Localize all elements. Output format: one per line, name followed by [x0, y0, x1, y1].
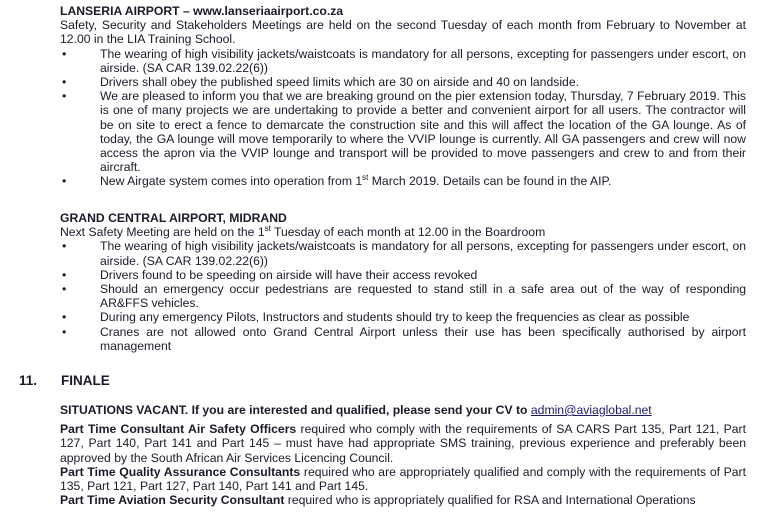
bullet-icon: •: [62, 324, 67, 339]
bullet-icon: •: [62, 282, 67, 297]
list-item: [60, 174, 746, 188]
vacancy-title: Part Time Quality Assurance Consultants: [60, 464, 301, 479]
lanseria-intro: Safety, Security and Stakeholders Meetings are held on the second Tuesday of each month from February to November at 12.00 in the LIA Training School.: [60, 18, 746, 47]
bullet-text: During any emergency Pilots, Instructors and students should try to keep the frequencies as clear as possible: [100, 310, 690, 325]
bullet-text: The wearing of high visibility jackets/waistcoats is mandatory for all persons, excepting for passengers under escort, on airside. (SA CAR 139.02.22(6)): [100, 46, 746, 75]
email-link[interactable]: admin@aviaglobal.net: [530, 403, 652, 417]
bullet-icon: •: [62, 75, 67, 90]
list-item: [60, 89, 746, 174]
vacancy-text: required who are appropriately qualified and comply with the requirements of Part 135, Part 121, Part 127, Part 140, Part 141 and Part 145.: [60, 464, 747, 494]
vacancy-item: [60, 422, 746, 465]
vacancy-item: [60, 465, 746, 493]
vacancy-item: [60, 493, 746, 507]
vacancy-title: Part Time Aviation Security Consultant: [60, 493, 285, 508]
airgate-text-start: New Airgate system comes into operation from 1: [100, 174, 363, 189]
vacancies-lead-text: SITUATIONS VACANT. If you are interested and qualified, please send your CV to: [60, 403, 531, 417]
grand-central-intro-start: Next Safety Meeting are held on the 1: [60, 225, 265, 240]
vacancies-lead: [60, 403, 746, 417]
grand-central-heading: GRAND CENTRAL AIRPORT, MIDRAND: [60, 211, 287, 225]
grand-central-intro: [60, 225, 746, 239]
bullet-text: Drivers shall obey the published speed limits which are 30 on airside and 40 on landside.: [100, 75, 579, 90]
airgate-text-end: March 2019. Details can be found in the AIP.: [368, 174, 612, 189]
list-item: [60, 75, 746, 89]
bullet-text: Should an emergency occur pedestrians are requested to stand still in a safe area out of the way of responding AR&FFS vehicles.: [100, 282, 746, 311]
vacancy-title: Part Time Consultant Air Safety Officers: [60, 422, 297, 437]
grand-central-bullet-list: [60, 239, 746, 353]
list-item: [60, 310, 746, 324]
bullet-icon: •: [62, 89, 67, 104]
list-item: [60, 325, 746, 353]
lanseria-section: [60, 4, 746, 189]
grand-central-intro-end: Tuesday of each month at 12.00 in the Boardroom: [270, 225, 546, 240]
bullet-icon: •: [62, 239, 67, 254]
lanseria-bullet-list: [60, 47, 746, 189]
vacancy-text: required who is appropriately qualified for RSA and International Operations: [284, 493, 696, 508]
grand-central-ordinal: st: [264, 224, 271, 234]
bullet-text: Drivers found to be speeding on airside will have their access revoked: [100, 267, 478, 282]
list-item: [60, 239, 746, 267]
section-title: FINALE: [61, 373, 110, 388]
list-item: [60, 268, 746, 282]
bullet-icon: •: [62, 267, 67, 282]
bullet-icon: •: [62, 174, 67, 189]
bullet-icon: •: [62, 310, 67, 325]
vacancies-section: [60, 403, 746, 507]
bullet-icon: •: [62, 46, 67, 61]
lanseria-heading: LANSERIA AIRPORT – www.lanseriaairport.co.za: [60, 4, 344, 18]
section-heading: [19, 373, 110, 388]
grand-central-section: [60, 211, 746, 353]
bullet-text: [100, 174, 611, 188]
bullet-text: Cranes are not allowed onto Grand Central Airport unless their use has been specifically authorised by airport management: [100, 324, 746, 353]
airgate-ordinal: st: [362, 173, 369, 183]
section-number: 11.: [19, 373, 38, 388]
bullet-text: The wearing of high visibility jackets/waistcoats is mandatory for all persons, excepting for passengers under escort, on airside. (SA CAR 139.02.22(6)): [100, 239, 746, 268]
bullet-text: We are pleased to inform you that we are breaking ground on the pier extension today, Thursday, 7 February 2019. This is one of many projects we are undertaking to provide a better and convenient airport for all users. The contractor will be on site to erect a fence to demarcate the construction site and this will affect the location of the GA lounge. As of today, the GA lounge will move temporarily to where the VVIP lounge is currently. All GA passengers and crew will now access the apron via the VVIP lounge and transport will be provided to move passengers and crew to and from their aircraft.: [100, 89, 746, 175]
list-item: [60, 47, 746, 75]
list-item: [60, 282, 746, 310]
vacancy-text: required who comply with the requirements of SA CARS Part 135, Part 121, Part 127, Part 140, Part 141 and Part 145 – must have had appropriate SMS training, previous experience and preferably been approved by the South African Air Services Licencing Council.: [60, 422, 746, 465]
